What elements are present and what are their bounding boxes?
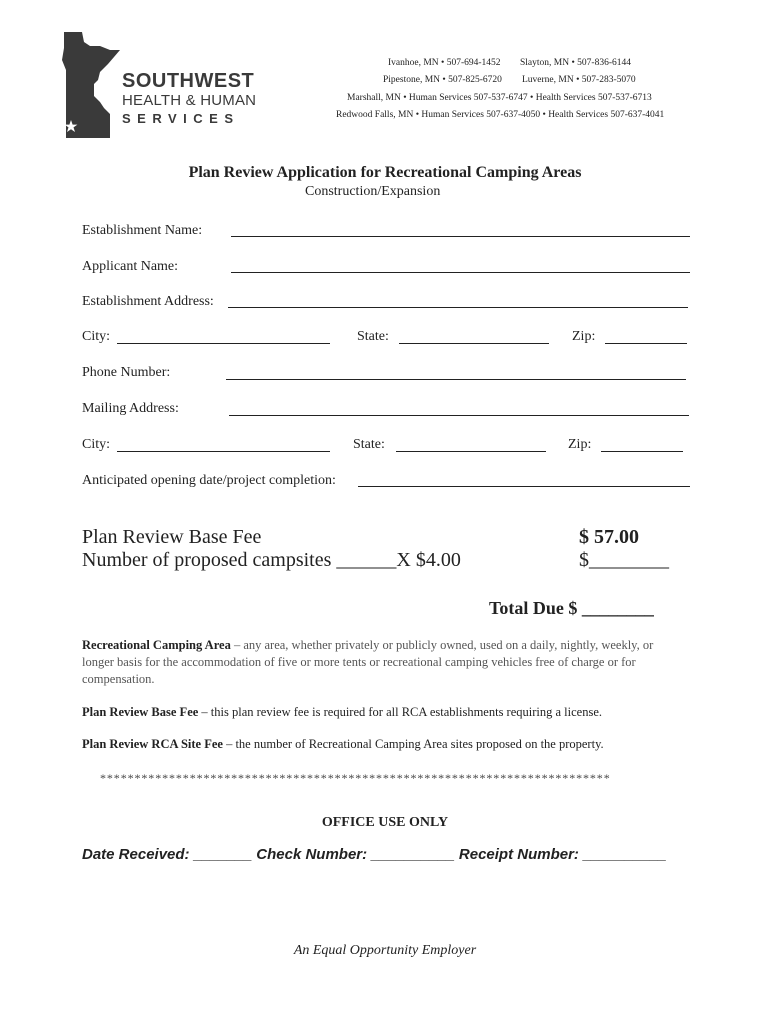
definition-base-fee-text: – this plan review fee is required for all RCA establishments requiring a license. xyxy=(198,705,603,719)
establishment-address-field[interactable] xyxy=(228,307,688,308)
total-due: Total Due $ ________ xyxy=(489,598,654,618)
phone-number-label: Phone Number: xyxy=(82,365,171,380)
base-fee-label: Plan Review Base Fee xyxy=(82,526,262,548)
establishment-name-field[interactable] xyxy=(231,236,690,237)
definition-site-fee-term: Plan Review RCA Site Fee xyxy=(82,737,223,751)
contact-pipestone: Pipestone, MN • 507-825-6720 xyxy=(383,75,502,85)
contact-luverne: Luverne, MN • 507-283-5070 xyxy=(522,75,636,85)
office-use-heading: OFFICE USE ONLY xyxy=(321,815,449,830)
state-field[interactable] xyxy=(399,343,549,344)
form-title: Plan Review Application for Recreational Camping Areas xyxy=(188,164,582,181)
definition-rca-term: Recreational Camping Area xyxy=(82,638,231,652)
contact-marshall: Marshall, MN • Human Services 507-537-6747 • Health Services 507-537-6713 xyxy=(347,93,652,103)
mailing-city-label: City: xyxy=(82,437,111,452)
anticipated-opening-field[interactable] xyxy=(358,486,690,487)
contact-ivanhoe: Ivanhoe, MN • 507-694-1452 xyxy=(388,58,501,68)
anticipated-opening-label: Anticipated opening date/project completion: xyxy=(82,473,336,488)
definition-site-fee-text: – the number of Recreational Camping Area sites proposed on the property. xyxy=(222,737,604,751)
separator-line: ************************************************************************** xyxy=(100,771,611,785)
city-field[interactable] xyxy=(117,343,330,344)
establishment-address-label: Establishment Address: xyxy=(82,294,214,309)
logo-line-southwest: SOUTHWEST xyxy=(122,70,255,92)
definition-rca xyxy=(82,637,682,688)
zip-field[interactable] xyxy=(605,343,687,344)
state-label: State: xyxy=(357,329,389,344)
office-received-line: Date Received: _______ Check Number: __________ Receipt Number: __________ xyxy=(82,846,667,863)
establishment-name-label: Establishment Name: xyxy=(82,223,203,238)
definition-rca-text: – any area, whether privately or publicly owned, used on a daily, nightly, weekly, or longer basis for the accommodation of five or more tents or recreational camping vehicles free of charge or for compensation. xyxy=(82,638,654,686)
campsites-value: $________ xyxy=(579,549,669,571)
logo-line-health-human: HEALTH & HUMAN xyxy=(122,92,257,109)
definition-site-fee xyxy=(82,736,682,753)
equal-opportunity-footer: An Equal Opportunity Employer xyxy=(293,943,477,958)
mailing-city-field[interactable] xyxy=(117,451,330,452)
applicant-name-label: Applicant Name: xyxy=(82,259,179,274)
organization-logo xyxy=(60,30,257,142)
minnesota-state-outline-icon xyxy=(60,30,122,142)
definition-base-fee-term: Plan Review Base Fee xyxy=(82,705,199,719)
phone-number-field[interactable] xyxy=(226,379,686,380)
form-subtitle: Construction/Expansion xyxy=(305,184,441,199)
mailing-state-field[interactable] xyxy=(396,451,546,452)
mailing-state-label: State: xyxy=(353,437,385,452)
zip-label: Zip: xyxy=(572,329,596,344)
logo-line-services: SERVICES xyxy=(122,111,240,126)
city-label: City: xyxy=(82,329,111,344)
campsites-label: Number of proposed campsites ______X $4.00 xyxy=(82,549,461,571)
contact-slayton: Slayton, MN • 507-836-6144 xyxy=(520,58,631,68)
base-fee-value: $ 57.00 xyxy=(579,526,639,548)
contact-redwood-falls: Redwood Falls, MN • Human Services 507-637-4050 • Health Services 507-637-4041 xyxy=(336,110,665,120)
applicant-name-field[interactable] xyxy=(231,272,690,273)
mailing-zip-field[interactable] xyxy=(601,451,683,452)
mailing-zip-label: Zip: xyxy=(568,437,592,452)
mailing-address-field[interactable] xyxy=(229,415,689,416)
mailing-address-label: Mailing Address: xyxy=(82,401,179,416)
definition-base-fee xyxy=(82,704,682,721)
